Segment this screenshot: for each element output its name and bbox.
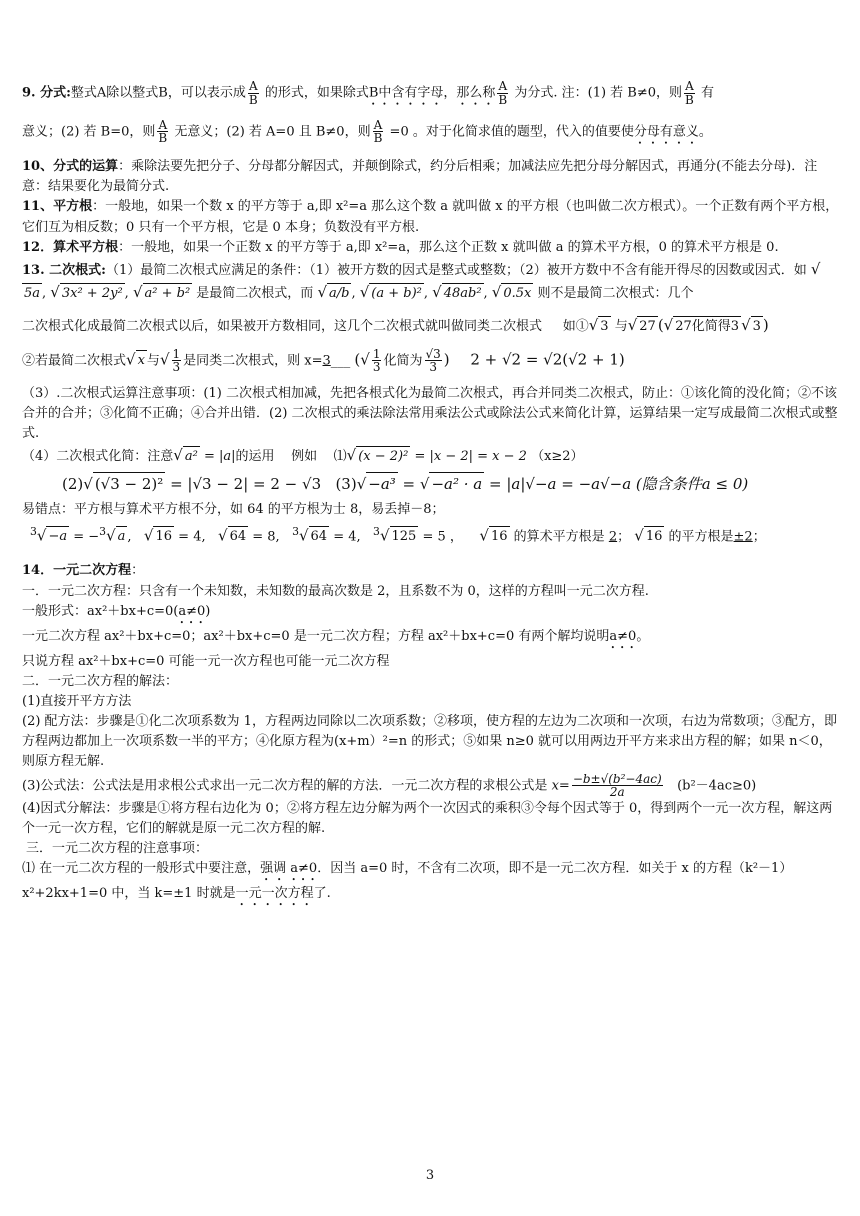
fraction-a-b: $\frac{A}{B}$ bbox=[373, 117, 383, 146]
section-11-title: 11、平方根 bbox=[22, 199, 93, 215]
fraction-a-b: $\frac{A}{B}$ bbox=[248, 79, 258, 107]
section-10: 10、分式的运算：乘除法要先把分子、分母都分解因式，并颠倒除式，约分后相乘；加减法应先把分母分解因式，再通分(不能去分母)．注意：结果要化为最简分式. bbox=[22, 159, 818, 195]
section-13-similar: 二次根式化成最简二次根式以后，如果被开方数相同，这几个二次根式就叫做同类二次根式 如①√ 3 与√ 27 (√ 27化简得3 √ 3 ) bbox=[22, 314, 840, 337]
fraction-a-b: $\frac{A}{B}$ bbox=[158, 117, 168, 146]
section-14: 14．一元二次方程： bbox=[22, 563, 145, 579]
fraction-a-b: $\frac{A}{B}$ bbox=[685, 79, 694, 107]
section-13-examples-23: (2)√ (√3 − 2)² = |√3 − 2| = 2 − √3 (3)√ −a³ = √ −a² · a = |a|√−a = −a√−a (隐含条件a ≤ 0) bbox=[62, 472, 840, 496]
section-12-title: 12．算术平方根 bbox=[22, 239, 119, 255]
section-13-pitfall: 易错点：平方根与算术平方根不分，如 64 的平方根为士 8，易丢掉－8； bbox=[22, 501, 445, 517]
page-number: 3 bbox=[425, 1168, 435, 1183]
page-content: 9. 分式:整式A除以整式B，可以表示成 $\frac{A}{B}$ 的形式，如果除式B中含有字母，那么称 $\frac{A}{B}$ 为分式. 注：(1) 若 B≠0，则 $\frac{A}{B}$ 有 意义；(2) 若 B=0，则 $\frac{A}{B}$ 无意义；(2) 若 A=0 且 B≠0，则 $\frac{A}{B}$ =0 。对于化简求值的题型，代入的值要使分母有意义。 10、分式的运算：乘除法要先把分子、分母都分解因式，并颠倒除式，约分后相乘；加减法应先把分母分解因式，再通分(不能去分母)．注意：结果要化为最简分式. 11、平方根：一般地，如果一个数 x 的平方等于 a,即 x²=a 那么这个数 a 就叫做 x 的平方根（也叫做二次方根式）。一个正数有两个平方根，它们互为相反数；0 只有一个平方根，它是 0 本身；负数没有平方根. 12．算术平方根：一般地，如果一个正数 x 的平方等于 a,即 x²=a，那么这个正数 x 就叫做 a 的算术平方根，0 的算术平方根是 0. 13. 二次根式:（1）最简二次根式应满足的条件：（1）被开方数的因式是整式或整数；（2）被开方数中不含有能开得尽的因数或因式．如 √5a , √ 3x² + 2y² , √ a² + b² 是最简二次根式，而 √ a/b , √ (a + b)² , √ 48ab² , √ 0.5x 则不是最简二次根式：几个 二次根式化成最简二次根式以后，如果被开方数相同，这几个二次根式就叫做同类二次根式 如①√ 3 与√ 27 (√ 27化简得3 √ 3 ) ②若最简二次根式√ x 与√ $\frac{1}{3}$ 是同类二次根式，则 x=3___ (√ $\frac{1}{3}$ 化简为 $\frac{√3}{3}$ ) 2 + √2 = √2(√2 + 1) （3）.二次根式运算注意事项：(1) 二次根式相加减，先把各根式化为最简二次根式，再合并同类二次根式，防止：①该化简的没化简；②不该合并的合并；③化简不正确；④合并出错．(2) 二次根式的乘法除法常用乘法公式或除法公式来简化计算，运算结果一定写成最简二次根式或整式. （4）二次根式化简：注意√ a² = |a|的运用 例如 ⑴√ (x − 2)² = |x − 2| = x − 2 （x≥2） (2)√ (√3 − 2)² = |√3 − 2| = 2 − √3 (3)√ −a³ = √ −a² · a = |a|√−a = −a√−a (隐含条件a ≤ 0) 易错点：平方根与算术平方根不分，如 64 的平方根为士 8，易丢掉－8； $^3$√ −a = −$^3$√ a , √ 16 = 4, √ 64 = 8, $^3$√ 64 = 4, $^3$√ 125 = 5 ， √ 16 的算术平方根是 2； √ 16 的平方根是±2； 14．一元二次方程： 一．一元二次方程：只含有一个未知数，未知数的最高次数是 2，且系数不为 0，这样的方程叫一元二次方程. 一般形式：ax²＋bx+c=0(a≠0) 一元二次方程 ax²＋bx+c=0；ax²＋bx+c=0 是一元二次方程；方程 ax²＋bx+c=0 有两个解均说明a≠0。 只说方程 ax²＋bx+c=0 可能一元一次方程也可能一元二次方程 二．一元二次方程的解法： (1)直接开平方方法 (2) 配方法：步骤是①化二次项系数为 1，方程两边同除以二次项系数；②移项，使方程的左边为二次项和一次项，右边为常数项；③配方，即方程两边都加上一次项系数一半的平方；④化原方程为(x+m）²=n 的形式；⑤如果 n≥0 就可以用两边开平方来求出方程的解；如果 n＜0，则原方程无解. (3)公式法：公式法是用求根公式求出一元二次方程的解的方法．一元二次方程的求根公式是 x= $\frac{\text{−b±√(b²−4ac)}}{2a}$ (b²－4ac≥0) (4)因式分解法：步骤是①将方程右边化为 0；②将方程左边分解为两个一次因式的乘积③令每个因式等于 0，得到两个一元一次方程，解这两个一元一次方程，它们的解就是原一元二次方程的解. 三．一元二次方程的注意事项： ⑴ 在一元二次方程的一般形式中要注意，强调 a≠0．因当 a=0 时，不含有二次项，即不是一元二次方程．如关于 x 的方程（k²－1）x²+2kx+1=0 中，当 k=±1 时就是一元一次方程了. bbox=[22, 79, 839, 902]
section-13-title: 13. 二次根式: bbox=[22, 262, 106, 278]
section-10-title: 10、分式的运算 bbox=[22, 159, 119, 175]
section-9: 9. 分式:整式A除以整式B，可以表示成 $\frac{A}{B}$ 的形式，如果除式B中含有字母，那么称 $\frac{A}{B}$ 为分式. 注：(1) 若 B≠0，则 $\frac{A}{B}$ 有 bbox=[22, 79, 714, 107]
section-14-title: 14．一元二次方程 bbox=[22, 563, 132, 579]
section-13-example2: ②若最简二次根式√ x 与√ $\frac{1}{3}$ 是同类二次根式，则 x=3___ (√ $\frac{1}{3}$ 化简为 $\frac{√3}{3}$ ) 2 + √2 = √2(√2 + 1) bbox=[22, 346, 625, 375]
section-13-notes-3: （3）.二次根式运算注意事项：(1) 二次根式相加减，先把各根式化为最简二次根式，再合并同类二次根式，防止：①该化简的没化简；②不该合并的合并；③化简不正确；④合并出错．(2) 二次根式的乘法除法常用乘法公式或除法公式来简化计算，运算结果一定写成最简二次根式或整式. bbox=[22, 385, 838, 442]
section-13-root-examples: $^3$√ −a = −$^3$√ a , √ 16 = 4, √ 64 = 8, $^3$√ 64 = 4, $^3$√ 125 = 5 ， √ 16 的算术平方根是 2； √ 16 的平方根是±2； bbox=[30, 524, 840, 548]
section-11: 11、平方根：一般地，如果一个数 x 的平方等于 a,即 x²=a 那么这个数 a 就叫做 x 的平方根（也叫做二次方根式）。一个正数有两个平方根，它们互为相反数；0 只有一个平方根，它是 0 本身；负数没有平方根. bbox=[22, 199, 839, 235]
section-13: 13. 二次根式:（1）最简二次根式应满足的条件：（1）被开方数的因式是整式或整数；（2）被开方数中不含有能开得尽的因数或因式．如 √5a , √ 3x² + 2y² , √ a² + b² 是最简二次根式，而 √ a/b , √ (a + b)² , √ 48ab² , √ 0.5x 则不是最简二次根式：几个 bbox=[22, 258, 840, 305]
fraction-a-b: $\frac{A}{B}$ bbox=[498, 79, 508, 107]
section-12: 12．算术平方根：一般地，如果一个正数 x 的平方等于 a,即 x²=a，那么这个正数 x 就叫做 a 的算术平方根，0 的算术平方根是 0. bbox=[22, 239, 779, 255]
section-9-title: 9. 分式: bbox=[22, 85, 71, 101]
section-13-notes-4: （4）二次根式化简：注意√ a² = |a|的运用 例如 ⑴√ (x − 2)² = |x − 2| = x − 2 （x≥2） bbox=[22, 444, 840, 467]
section-9-cont: 意义；(2) 若 B=0，则 $\frac{A}{B}$ 无意义；(2) 若 A=0 且 B≠0，则 $\frac{A}{B}$ =0 。对于化简求值的题型，代入的值要使分母有意义。 bbox=[22, 117, 712, 146]
